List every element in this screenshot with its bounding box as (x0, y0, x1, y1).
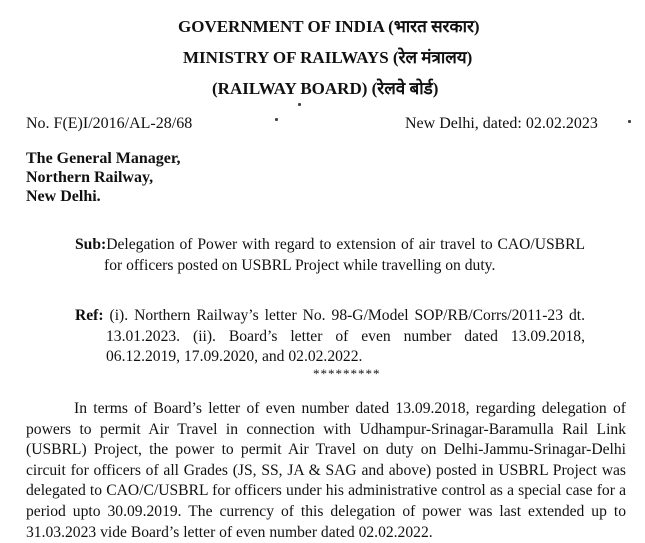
scan-speck (298, 103, 301, 106)
addressee-organisation: Northern Railway, (26, 169, 154, 186)
separator-asterisks: ********* (313, 366, 381, 381)
subject-block (75, 235, 585, 276)
body-paragraph (26, 399, 626, 543)
reference-text: (i). Northern Railway’s letter No. 98-G/Model SOP/RB/Corrs/2011-23 dt. 13.01.2023. (ii). Board’s letter of even number dated 13.09.2018, 06.12.2019, 17.09.2020, and 02.02.2022. (106, 307, 585, 365)
body-paragraph-text: In terms of Board’s letter of even number dated 13.09.2018, regarding delegation of powers to permit Air Travel in connection with Udhampur-Srinagar-Baramulla Rail Link (USBRL) Project, the power to permit Air Travel on duty on Delhi-Jammu-Srinagar-Delhi circuit for officers of all Grades (JS, SS, JA & SAG and above) posted in USBRL Project was delegated to CAO/C/USBRL for officers under his administrative control as a special case for a period upto 30.09.2019. The currency of this delegation of power was last extended up to 31.03.2023 vide Board’s letter of even number dated 02.02.2022. (26, 400, 626, 541)
addressee-city: New Delhi. (26, 188, 101, 205)
reference-label: Ref: (75, 307, 104, 324)
subject-label: Sub: (75, 236, 107, 253)
reference-block (75, 306, 585, 368)
subject-text: Delegation of Power with regard to extension of air travel to CAO/USBRL for officers posted on USBRL Project while travelling on duty. (104, 236, 585, 274)
scan-speck (628, 120, 631, 123)
header-ministry: MINISTRY OF RAILWAYS (रेल मंत्रालय) (183, 48, 473, 67)
header-government: GOVERNMENT OF INDIA (भारत सरकार) (178, 17, 480, 36)
letter-number: No. F(E)I/2016/AL-28/68 (26, 115, 193, 132)
scan-speck (275, 118, 278, 121)
addressee-title: The General Manager, (26, 150, 181, 167)
letter-date: New Delhi, dated: 02.02.2023 (405, 115, 598, 132)
header-railway-board: (RAILWAY BOARD) (रेलवे बोर्ड) (212, 79, 439, 98)
